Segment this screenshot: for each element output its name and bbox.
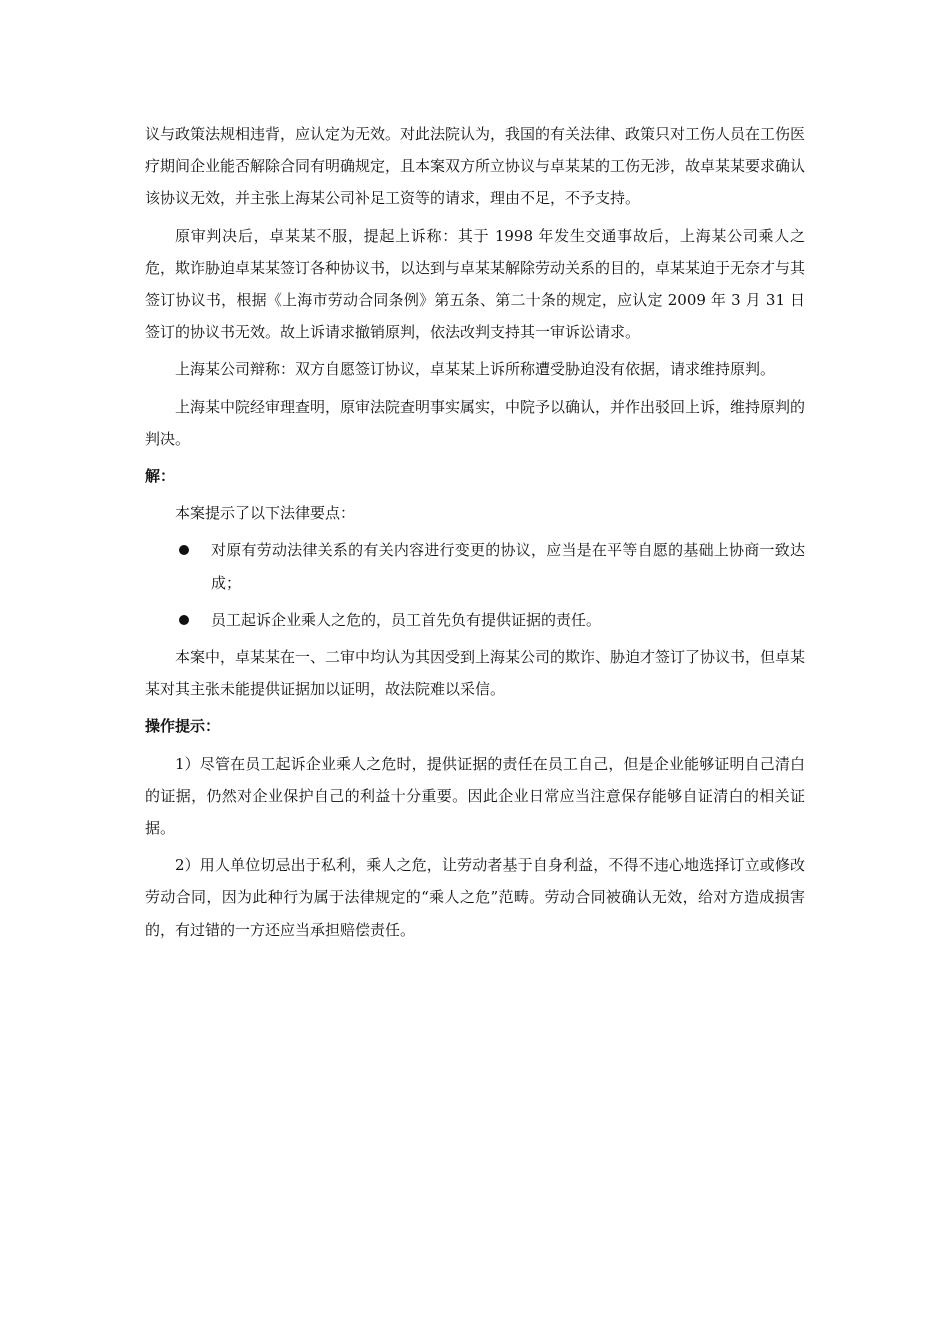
list-item-text: 员工起诉企业乘人之危的，员工首先负有提供证据的责任。	[211, 610, 602, 629]
operation-tips-heading: 操作提示：	[145, 717, 221, 736]
paragraph-ruling: 上海某中院经审理查明，原审法院查明事实属实，中院予以确认，并作出驳回上诉，维持原判的判决。	[145, 397, 806, 448]
paragraph-appeal: 原审判决后，卓某某不服，提起上诉称：其于 1998 年发生交通事故后，上海某公司乘人之危，欺诈胁迫卓某某签订各种协议书，以达到与卓某某解除劳动关系的目的，卓某某迫于无奈才与其签订协议书，根据《上海市劳动合同条例》第五条、第二十条的规定，应认定 2009 年 3 月 31 日签订的协议书无效。故上诉请求撤销原判，依法改判支持其一审诉讼请求。	[145, 226, 806, 342]
list-item	[145, 534, 805, 598]
paragraph-court-opinion: 议与政策法规相违背，应认定为无效。对此法院认为，我国的有关法律、政策只对工伤人员在工伤医疗期间企业能否解除合同有明确规定，且本案双方所立协议与卓某某的工伤无涉，故卓某某要求确认该协议无效，并主张上海某公司补足工资等的请求，理由不足，不予支持。	[145, 125, 806, 208]
list-item	[145, 604, 805, 636]
bullet-icon	[179, 545, 189, 555]
solution-intro: 本案提示了以下法律要点：	[175, 504, 356, 523]
operation-tip-1: 1）尽管在员工起诉企业乘人之危时，提供证据的责任在员工自己，但是企业能够证明自己清白的证据，仍然对企业保护自己的利益十分重要。因此企业日常应当注意保存能够自证清白的相关证据。	[145, 754, 805, 838]
operation-tip-2: 2）用人单位切忌出于私利，乘人之危，让劳动者基于自身利益，不得不违心地选择订立或修改劳动合同，因为此种行为属于法律规定的“乘人之危”范畴。劳动合同被确认无效，给对方造成损害的，有过错的一方还应当承担赔偿责任。	[145, 856, 805, 939]
solution-conclusion: 本案中，卓某某在一、二审中均认为其因受到上海某公司的欺诈、胁迫才签订了协议书，但卓某某对其主张未能提供证据加以证明，故法院难以采信。	[145, 648, 806, 699]
solution-heading: 解：	[145, 467, 176, 486]
paragraph-defense: 上海某公司辩称：双方自愿签订协议，卓某某上诉所称遭受胁迫没有依据，请求维持原判。	[175, 360, 776, 379]
list-item-text: 对原有劳动法律关系的有关内容进行变更的协议，应当是在平等自愿的基础上协商一致达成；	[211, 541, 805, 592]
document-body	[145, 118, 805, 951]
bullet-icon	[179, 615, 189, 625]
